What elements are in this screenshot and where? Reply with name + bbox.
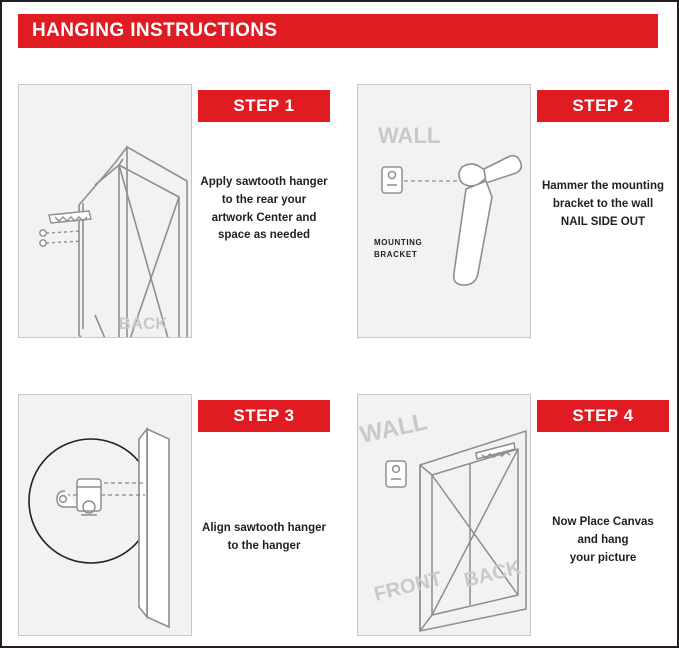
illustration-label-wall: WALL — [358, 408, 430, 449]
step-3-description: Align sawtooth hanger to the hanger — [202, 522, 326, 552]
illustration-label-back: BACK — [118, 314, 168, 333]
align-sawtooth-hanger-graphic — [19, 395, 191, 635]
illustration-label-back: BACK — [461, 556, 524, 592]
illustration-label-front: FRONT — [371, 567, 445, 606]
page-title: HANGING INSTRUCTIONS — [32, 20, 278, 41]
step-4-description: Now Place Canvas and hang your picture — [552, 516, 654, 564]
illustration-label-wall: WALL — [378, 123, 441, 148]
step-3-illustration — [18, 394, 192, 636]
illustration-caption-mounting: MOUNTING — [374, 238, 423, 247]
canvas-back-with-sawtooth-hanger-graphic — [19, 85, 191, 337]
step-2-label: STEP 2 — [537, 90, 669, 122]
illustration-caption-bracket: BRACKET — [374, 250, 418, 259]
step-4-illustration — [357, 394, 531, 636]
step-2-description: Hammer the mounting bracket to the wall NAIL SIDE OUT — [541, 180, 665, 228]
step-3-label: STEP 3 — [198, 400, 330, 432]
step-2-illustration — [357, 84, 531, 338]
place-canvas-on-wall-graphic — [358, 395, 530, 635]
step-1-description: Apply sawtooth hanger to the rear your artwork Center and space as needed — [200, 176, 328, 242]
hammer-mounting-bracket-graphic — [358, 85, 530, 337]
step-4-label: STEP 4 — [537, 400, 669, 432]
step-1-illustration — [18, 84, 192, 338]
header-bar — [18, 14, 658, 48]
step-1-label: STEP 1 — [198, 90, 330, 122]
